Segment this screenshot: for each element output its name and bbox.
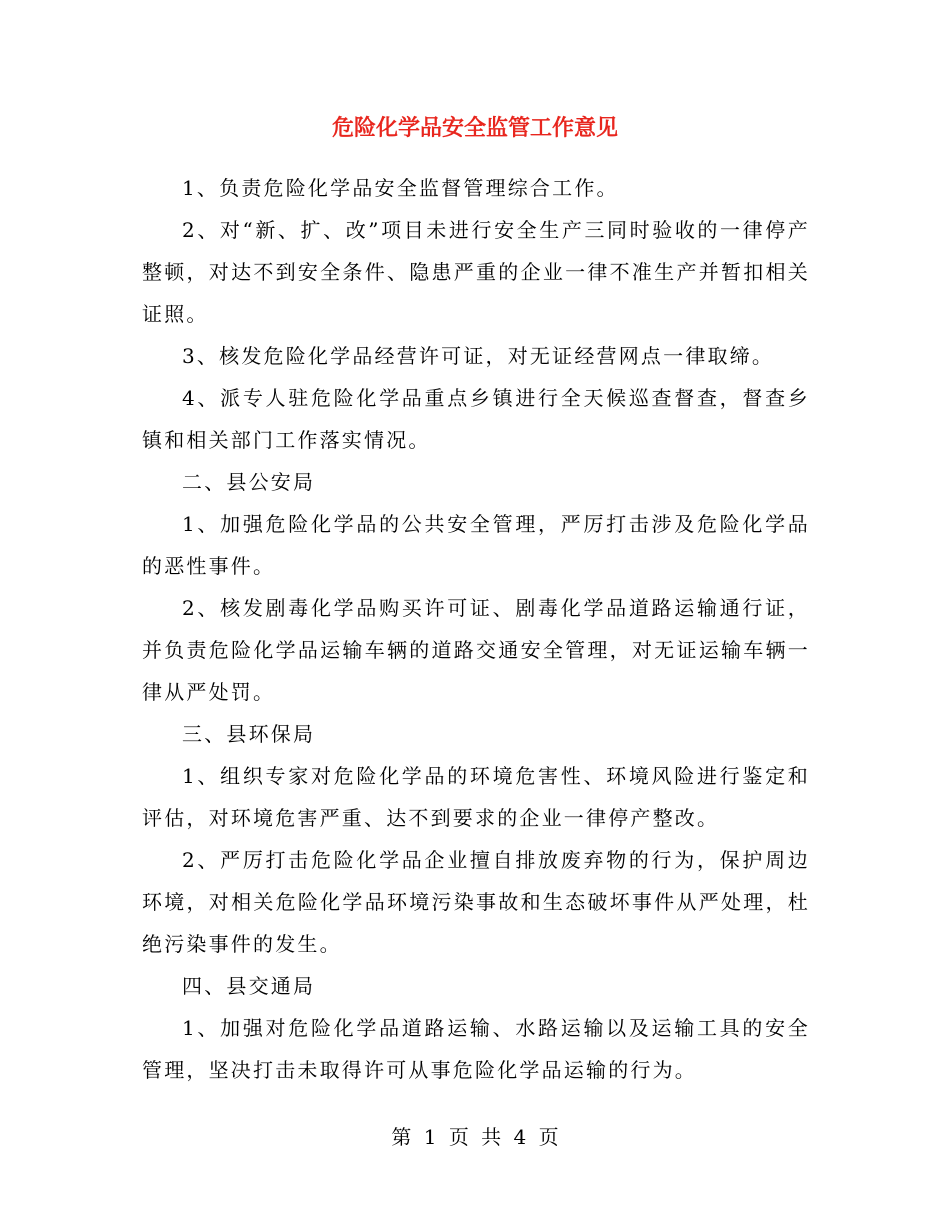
paragraph-1: 1、负责危险化学品安全监督管理综合工作。 [182,176,619,200]
paragraph-4: 4、派专人驻危险化学品重点乡镇进行全天候巡查督查，督查乡镇和相关部门工作落实情况。 [142,386,810,452]
paragraph-5: 1、加强危险化学品的公共安全管理，严厉打击涉及危险化学品的恶性事件。 [142,512,810,578]
paragraph-7: 1、组织专家对危险化学品的环境危害性、环境风险进行鉴定和评估，对环境危害严重、达不到要求的企业一律停产整改。 [142,764,810,830]
page-footer: 第 1 页 共 4 页 [391,1125,559,1149]
paragraph-6: 2、核发剧毒化学品购买许可证、剧毒化学品道路运输通行证，并负责危险化学品运输车辆的道路交通安全管理，对无证运输车辆一律从严处罚。 [142,596,810,704]
paragraph-3: 3、核发危险化学品经营许可证，对无证经营网点一律取缔。 [182,344,775,368]
paragraph-9: 1、加强对危险化学品道路运输、水路运输以及运输工具的安全管理，坚决打击未取得许可从事危险化学品运输的行为。 [142,1016,810,1082]
section-heading-transport: 四、县交通局 [182,974,316,998]
paragraph-2: 2、对“新、扩、改”项目未进行安全生产三同时验收的一律停产整顿，对达不到安全条件、隐患严重的企业一律不准生产并暂扣相关证照。 [142,218,810,326]
document-title: 危险化学品安全监管工作意见 [331,115,618,141]
document-body [142,167,810,1091]
paragraph-8: 2、严厉打击危险化学品企业擅自排放废弃物的行为，保护周边环境，对相关危险化学品环境污染事故和生态破坏事件从严处理，杜绝污染事件的发生。 [142,848,810,956]
section-heading-environment: 三、县环保局 [182,722,316,746]
section-heading-police: 二、县公安局 [182,470,316,494]
